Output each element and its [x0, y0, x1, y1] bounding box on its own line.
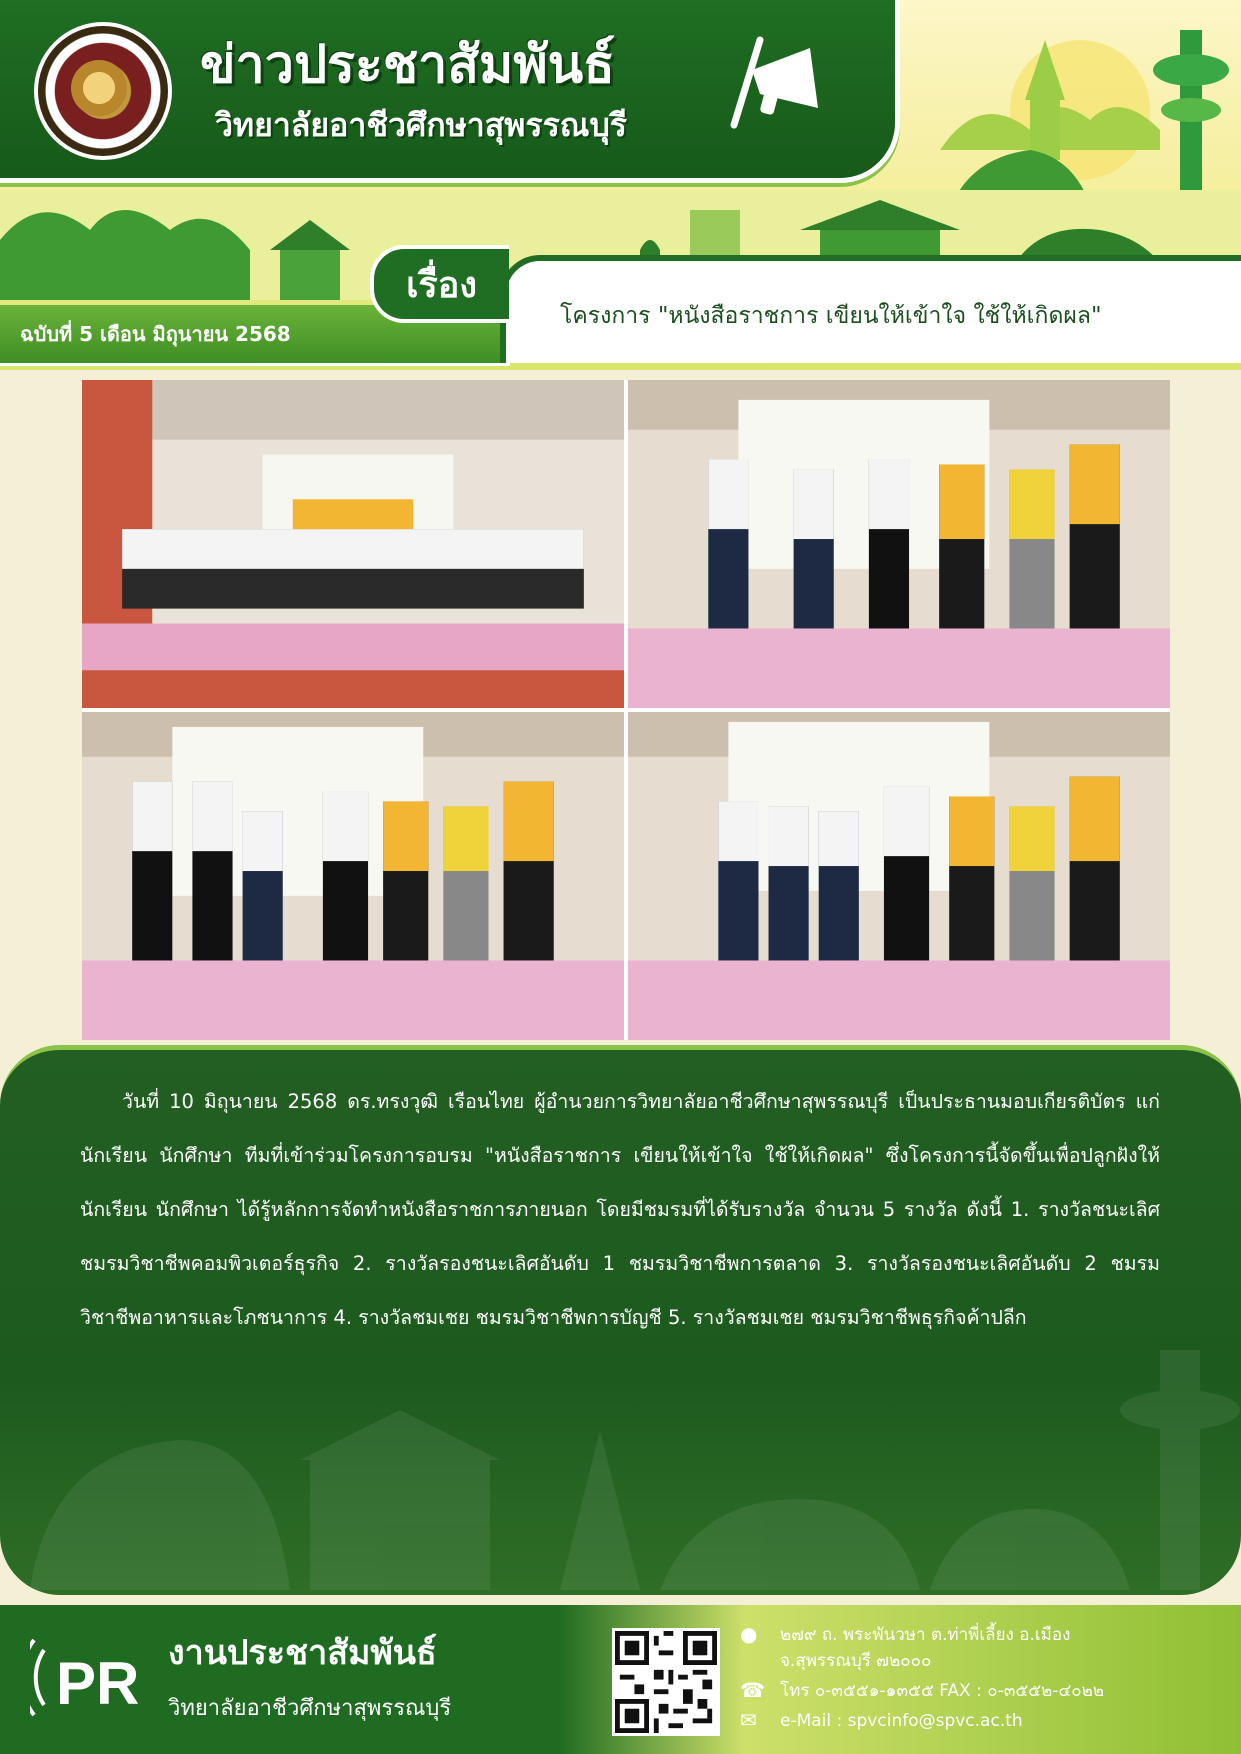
issue-number: ฉบับที่ 5 เดือน มิถุนายน 2568: [20, 322, 291, 346]
qr-code: [612, 1628, 720, 1736]
address-line-2: จ.สุพรรณบุรี ๗๒๐๐๐: [780, 1651, 932, 1671]
body-text: วันที่ 10 มิถุนายน 2568 ดร.ทรงวุฒิ เรือนไทย ผู้อำนวยการวิทยาลัยอาชีวศึกษาสุพรรณบุรี เป็นประธานมอบเกียรติบัตร แก่นักเรียน นักศึกษา ทีมที่เข้าร่วมโครงการอบรม "หนังสือราชการ เขียนให้เข้าใจ ใช้ให้เกิดผล" ซึ่งโครงการนี้จัดขึ้นเพื่อปลูกฝังให้นักเรียน นักศึกษา ได้รู้หลักการจัดทำหนังสือราชการภายนอก โดยมีชมรมที่ได้รับรางวัล จำนวน 5 รางวัล ดังนี้ 1. รางวัลชนะเลิศ ชมรมวิชาชีพคอมพิวเตอร์ธุรกิจ 2. รางวัลรองชนะเลิศอันดับ 1 ชมรมวิชาชีพการตลาด 3. รางวัลรองชนะเลิศอันดับ 2 ชมรมวิชาชีพอาหารและโภชนาการ 4. รางวัลชมเชย ชมรมวิชาชีพการบัญชี 5. รางวัลชมเชย ชมรมวิชาชีพธุรกิจค้าปลีก: [80, 1090, 1160, 1329]
phone-row: [740, 1678, 1230, 1704]
pr-logo: [30, 1620, 145, 1735]
phone-text: โทร ๐-๓๕๕๑-๑๓๕๕ FAX : ๐-๓๕๕๒-๔๐๒๒: [780, 1681, 1105, 1701]
header-subtitle: วิทยาลัยอาชีวศึกษาสุพรรณบุรี: [215, 106, 627, 144]
photo-group-ceremony: [82, 380, 624, 708]
story-tag: เรื่อง: [370, 245, 509, 323]
location-icon: ●: [740, 1622, 758, 1646]
email-icon: ✉: [740, 1708, 757, 1732]
footer-subtitle: วิทยาลัยอาชีวศึกษาสุพรรณบุรี: [168, 1696, 452, 1721]
body-landmark-silhouettes: [0, 1350, 1241, 1590]
photo-award-handover-1: [628, 380, 1170, 708]
photo-award-handover-3: [628, 712, 1170, 1040]
footer-title: งานประชาสัมพันธ์: [168, 1633, 437, 1673]
photo-award-handover-2: [82, 712, 624, 1040]
story-title: โครงการ "หนังสือราชการ เขียนให้เข้าใจ ใช้ให้เกิดผล": [560, 303, 1102, 329]
contact-info: [740, 1622, 1230, 1752]
address-row: [740, 1622, 1230, 1674]
photo-grid: [82, 380, 1170, 1040]
email-row: [740, 1708, 1230, 1734]
college-seal-emblem: [71, 60, 127, 116]
pr-logo-text: PR: [56, 1650, 140, 1717]
address-line-1: ๒๗๙ ถ. พระพันวษา ต.ท่าพี่เลี้ยง อ.เมือง: [780, 1625, 1071, 1645]
megaphone-icon: [720, 30, 830, 140]
email-text: e-Mail : spvcinfo@spvc.ac.th: [780, 1711, 1023, 1731]
phone-icon: ☎: [740, 1678, 765, 1702]
header-title: ข่าวประชาสัมพันธ์: [200, 35, 615, 95]
